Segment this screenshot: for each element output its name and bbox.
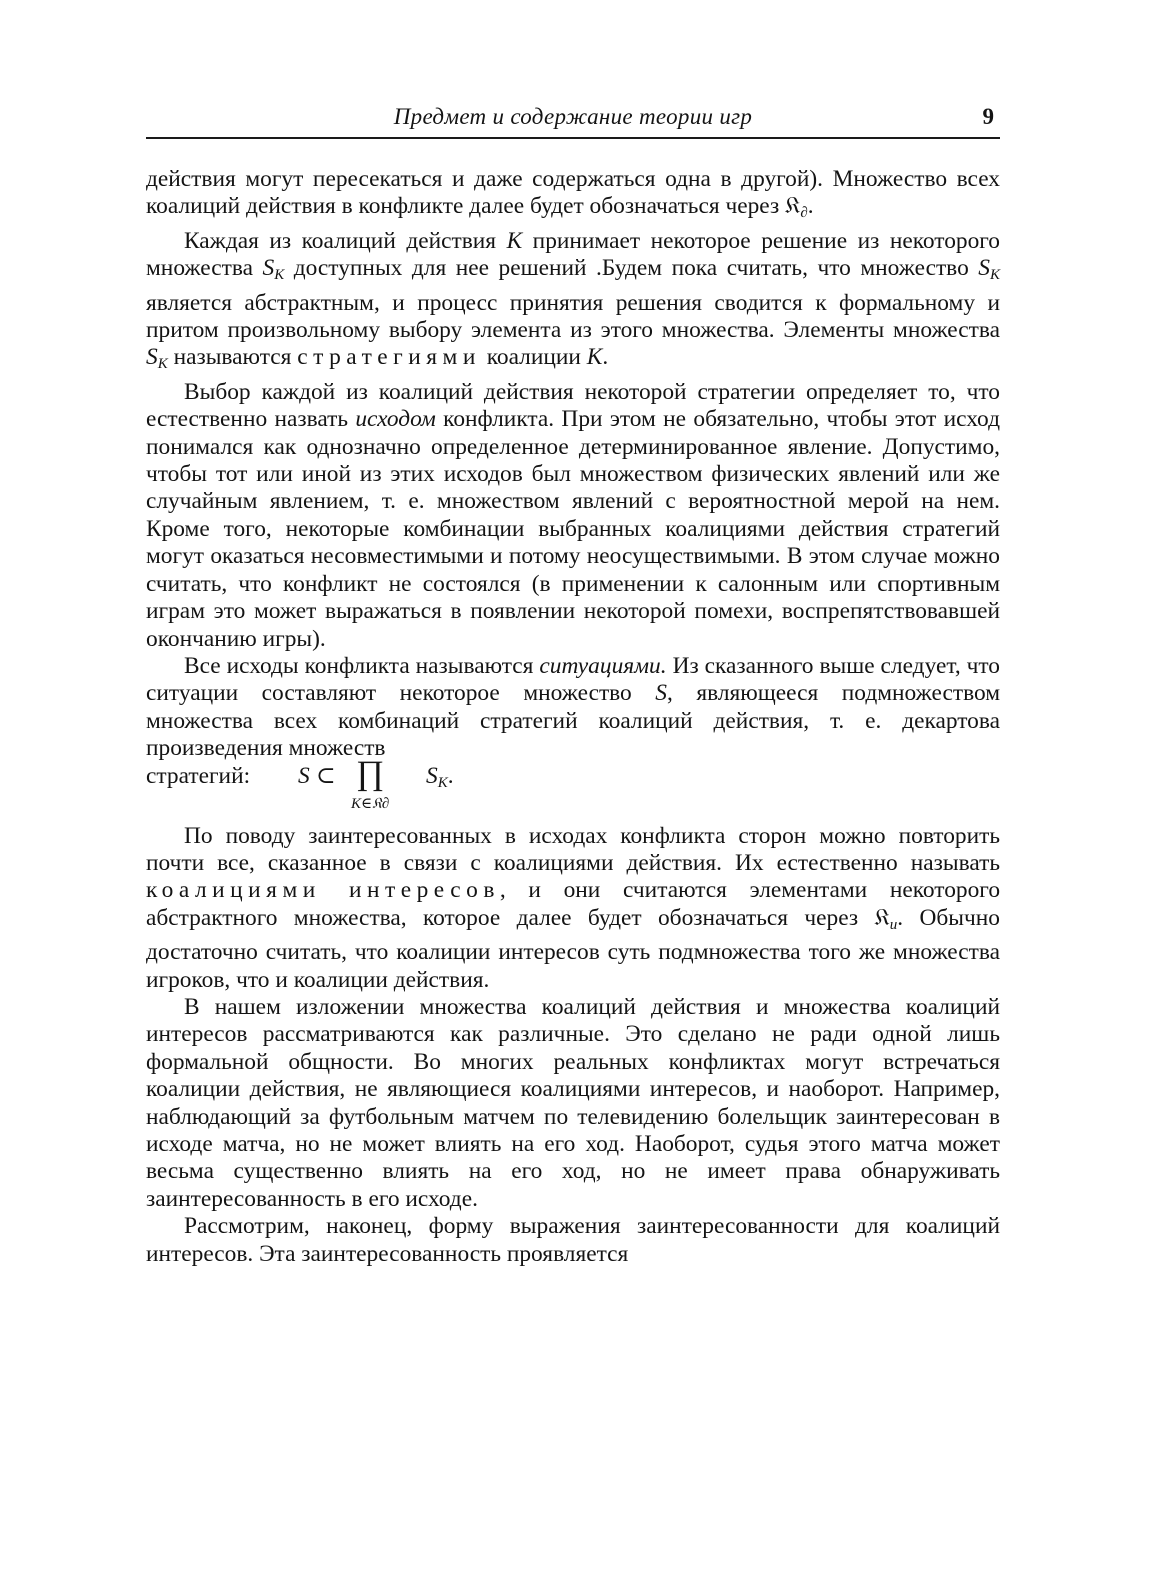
interest-coalitions-symbol: 𝔎 bbox=[874, 904, 890, 931]
term-interest-coalitions: коалициями интересов bbox=[146, 877, 500, 904]
term-situations: ситуациями. bbox=[539, 652, 667, 679]
paragraph-5: По поводу заинтересованных в исходах конфликта сторон можно повторить почти все, сказанное в связи с коалициями действия. Их естественно называть коалициями интересов, и они считаются элементами некоторого абстрактного множества, которое далее будет обозначаться через 𝔎$_u$. Обычно достаточно считать, что коалиции интересов суть подмножества того же множества игроков, что и коалиции действия. bbox=[146, 822, 1001, 993]
term-outcome: исходом bbox=[355, 406, 436, 433]
paragraph-3: Выбор каждой из коалиций действия некоторой стратегии определяет то, что естественно назвать исходом конфликта. При этом не обязательно, чтобы этот исход понимался как однозначно определенное детерминированное явление. Допустимо, чтобы тот или иной из этих исходов был множеством физических явлений или же случайным явлением, т. е. множеством явлений с вероятностной мерой на нем. Кроме того, некоторые комбинации выбранных коалициями действия стратегий могут оказаться несовместимыми и потому неосуществимыми. В этом случае можно считать, что конфликт не состоялся (в применении к салонным или спортивным играм это может выражаться в появлении некоторой помехи, воспрепятствовавшей окончанию игры). bbox=[146, 378, 1000, 652]
running-title: Предмет и содержание теории игр bbox=[393, 104, 753, 129]
header-rule bbox=[146, 137, 1000, 139]
formula-product: стратегий: S ⊂ ∏ K∈𝔎∂ $S_K$. bbox=[146, 763, 1000, 823]
page-number: 9 bbox=[982, 104, 994, 129]
running-head bbox=[146, 104, 1000, 134]
term-strategies: стратегиями bbox=[297, 344, 481, 371]
paragraph-6: В нашем изложении множества коалиций действия и множества коалиций интересов рассматриваются как различные. Это сделано не ради одной лишь формальной общности. Во многих реальных конфликтах могут встречаться коалиции действия, не являющиеся коалициями интересов, и наоборот. Например, наблюдающий за футбольным матчем по телевидению болельщик заинтересован в исходе матча, но не может влиять на его ход. Наоборот, судья этого матча может весьма существенно влиять на его ход, но не имеет права обнаруживать заинтересованность в его исходе. bbox=[146, 993, 1000, 1212]
product-symbol: ∏ bbox=[356, 754, 384, 792]
product-index: K∈𝔎∂ bbox=[351, 795, 390, 812]
paragraph-1: действия могут пересекаться и даже содержаться одна в другой). Множество всех коалиций действия в конфликте далее будет обозначаться через 𝔎$_\partial$. bbox=[146, 166, 1000, 222]
paragraph-2: Каждая из коалиций действия K принимает некоторое решение из некоторого множества $S_K$ доступных для нее решений .Будем пока считать, что множество $S_K$ является абстрактным, и процесс принятия решения сводится к формальному и притом произвольному выбору элемента из этого множества. Элементы множества $S_K$ называются стратегиями коалиции K. bbox=[146, 227, 1001, 373]
body-text bbox=[146, 166, 1000, 1268]
paragraph-7: Рассмотрим, наконец, форму выражения заинтересованности для коалиций интересов. Эта заинтересованность проявляется bbox=[146, 1213, 1000, 1267]
paragraph-4: Все исходы конфликта называются ситуациями. Из сказанного выше следует, что ситуации составляют некоторое множество S, являющееся подмножеством множества всех комбинаций стратегий коалиций действия, т. е. декартова произведения множеств bbox=[146, 652, 1001, 762]
subset-symbol: ⊂ bbox=[316, 762, 336, 789]
action-coalitions-symbol: 𝔎 bbox=[785, 193, 801, 220]
